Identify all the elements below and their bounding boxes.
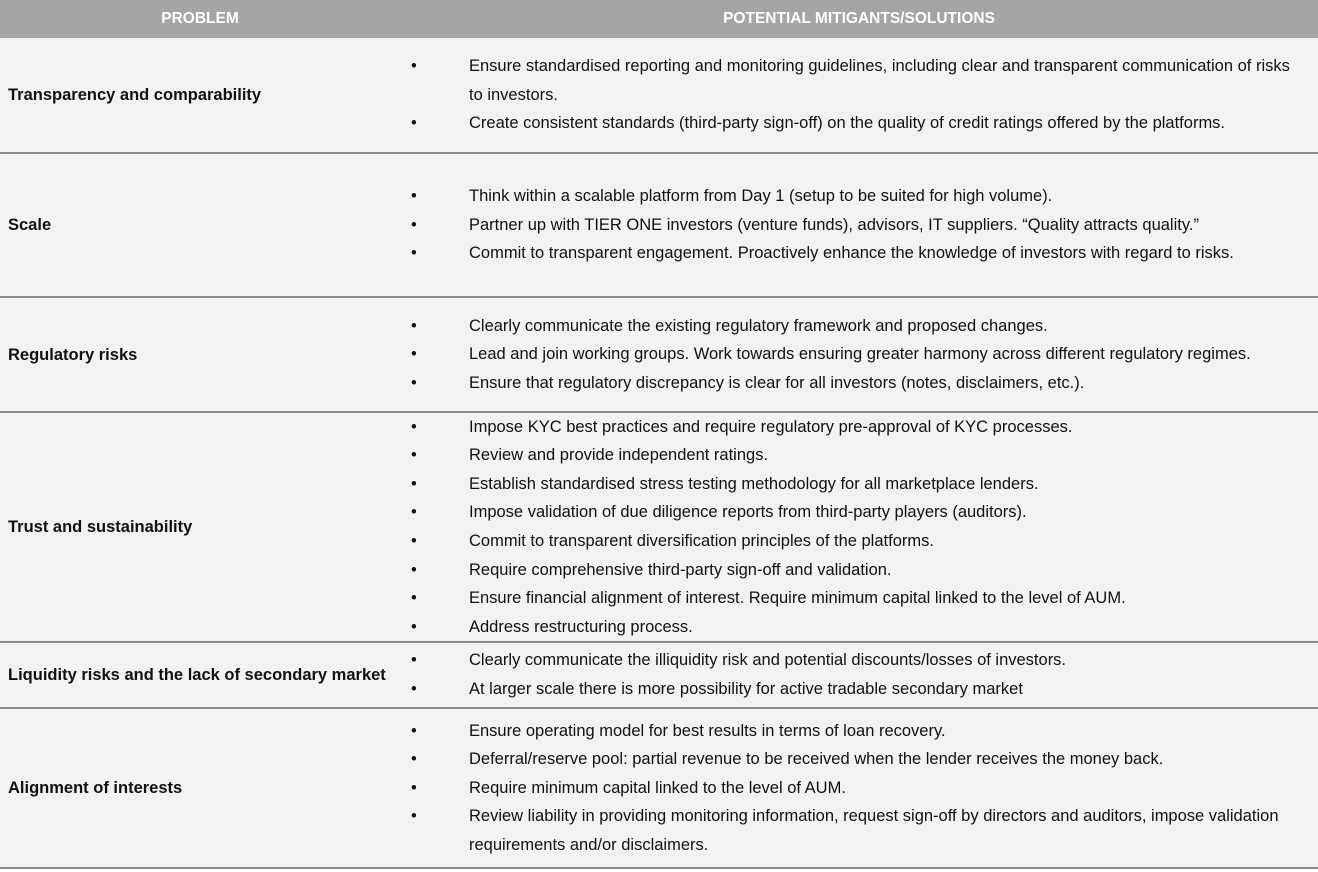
table-row [0,413,1318,643]
solution-text: Address restructuring process. [469,617,693,636]
table-row [0,154,1318,298]
solution-text: Review liability in providing monitoring information, request sign-off by directors and auditors, impose validation requirements and/or disclaimers. [469,807,1279,854]
solution-text: Impose KYC best practices and require regulatory pre-approval of KYC processes. [469,417,1073,436]
problem-label: Scale [8,216,52,234]
bullet-icon: • [411,345,417,364]
solution-item [400,774,1318,803]
bullet-icon: • [411,114,417,133]
solution-item [400,613,1318,642]
solution-text: Ensure operating model for best results in terms of loan recovery. [469,721,946,740]
bullet-icon: • [411,721,417,740]
bullet-icon: • [411,316,417,335]
solution-text: At larger scale there is more possibility for active tradable secondary market [469,680,1023,698]
table-row [0,709,1318,869]
bullet-icon: • [411,807,417,826]
solution-item [400,556,1318,585]
bullet-icon: • [411,474,417,493]
solution-item [400,646,1318,675]
solution-text: Lead and join working groups. Work towards ensuring greater harmony across different regulatory regimes. [469,345,1251,364]
bullet-icon: • [411,750,417,769]
solution-item [400,675,1318,704]
solution-item [400,52,1318,109]
table-row [0,643,1318,709]
solution-item [400,717,1318,746]
solution-item [400,340,1318,369]
bullet-icon: • [411,446,417,465]
solution-text: Clearly communicate the existing regulatory framework and proposed changes. [469,316,1048,335]
problem-cell [0,643,400,707]
solution-text: Ensure financial alignment of interest. Require minimum capital linked to the level of AUM. [469,589,1126,608]
bullet-icon: • [411,532,417,550]
problem-label: Liquidity risks and the lack of secondary market [8,666,386,684]
bullet-icon: • [411,560,417,579]
solution-item [400,584,1318,613]
solution-text: Establish standardised stress testing methodology for all marketplace lenders. [469,474,1039,493]
solution-item [400,369,1318,398]
solution-item [400,109,1318,138]
solution-item [400,211,1318,240]
problem-cell [0,154,400,296]
bullet-icon: • [411,187,417,206]
solution-text: Commit to transparent diversification principles of the platforms. [469,532,934,550]
solutions-cell [400,709,1318,867]
table-body [0,38,1318,869]
solution-text: Think within a scalable platform from Day 1 (setup to be suited for high volume). [469,187,1053,206]
table-row [0,298,1318,413]
bullet-icon: • [411,589,417,608]
solution-item [400,498,1318,527]
solutions-cell [400,643,1318,707]
problem-label: Trust and sustainability [8,518,193,536]
solution-text: Review and provide independent ratings. [469,446,769,465]
solution-item [400,413,1318,442]
solution-text: Require minimum capital linked to the level of AUM. [469,778,846,797]
solution-item [400,470,1318,499]
solution-text: Require comprehensive third-party sign-off and validation. [469,560,892,579]
header-solutions: POTENTIAL MITIGANTS/SOLUTIONS [723,10,995,27]
solution-item [400,441,1318,470]
bullet-icon: • [411,373,417,392]
problem-cell [0,38,400,152]
bullet-icon: • [411,680,417,698]
bullet-icon: • [411,57,417,76]
solution-text: Partner up with TIER ONE investors (venture funds), advisors, IT suppliers. “Quality attracts quality.” [469,215,1199,234]
solution-text: Clearly communicate the illiquidity risk and potential discounts/losses of investors. [469,651,1067,670]
problem-cell [0,413,400,641]
solution-item [400,527,1318,556]
problem-cell [0,298,400,411]
solution-text: Create consistent standards (third-party sign-off) on the quality of credit ratings offered by the platforms. [469,114,1226,133]
solution-item [400,745,1318,774]
solution-text: Deferral/reserve pool: partial revenue to be received when the lender receives the money back. [469,750,1164,769]
bullet-icon: • [411,778,417,797]
solution-text: Ensure that regulatory discrepancy is clear for all investors (notes, disclaimers, etc.). [469,373,1085,392]
solution-text: Ensure standardised reporting and monitoring guidelines, including clear and transparent communication of risks to investors. [469,57,1290,104]
bullet-icon: • [411,503,417,522]
table-header [0,0,1318,38]
header-problem: PROBLEM [161,10,239,27]
bullet-icon: • [411,617,417,636]
solution-item [400,312,1318,341]
problem-cell [0,709,400,867]
solutions-cell [400,413,1318,641]
table-row [0,38,1318,154]
solution-text: Impose validation of due diligence reports from third-party players (auditors). [469,503,1027,522]
solutions-cell [400,298,1318,411]
solution-text: Commit to transparent engagement. Proactively enhance the knowledge of investors with regard to risks. [469,244,1234,263]
bullet-icon: • [411,417,417,436]
problem-label: Transparency and comparability [8,86,262,104]
problem-label: Regulatory risks [8,345,138,364]
solutions-cell [400,154,1318,296]
bullet-icon: • [411,651,417,670]
problem-label: Alignment of interests [8,779,183,797]
solutions-cell [400,38,1318,152]
solution-item [400,802,1318,859]
bullet-icon: • [411,244,417,263]
solution-item [400,182,1318,211]
bullet-icon: • [411,215,417,234]
solution-item [400,239,1318,268]
